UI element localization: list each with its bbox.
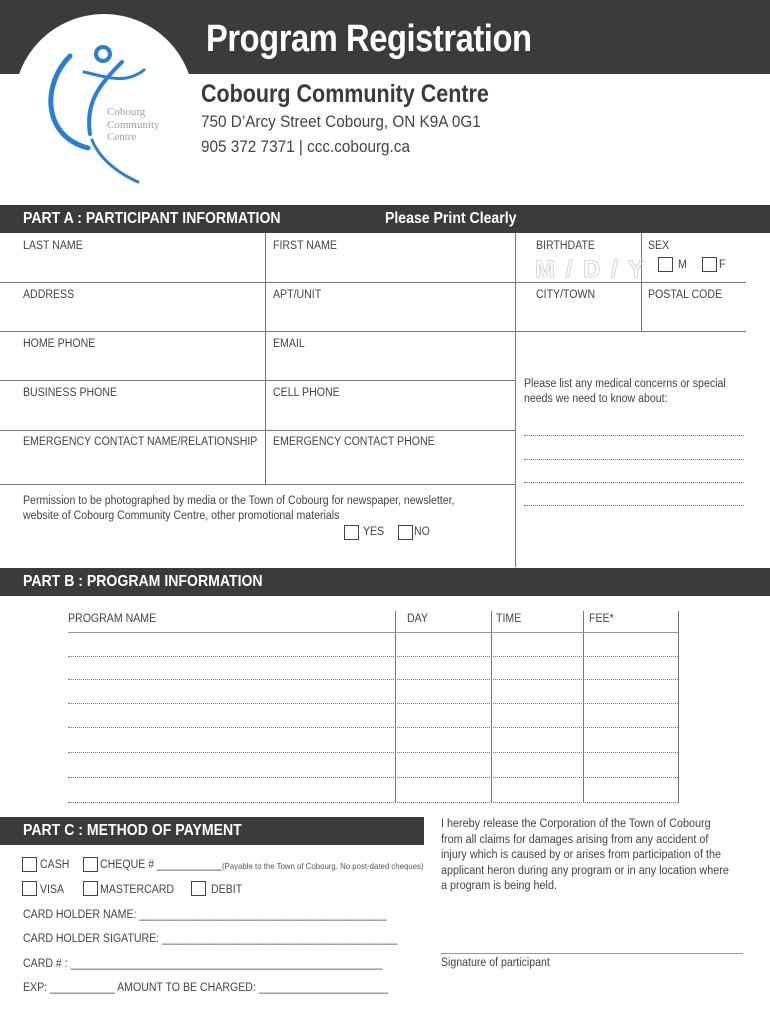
card-number-field[interactable]: CARD # : _____________________________________________________ bbox=[23, 958, 383, 970]
email-label: EMAIL bbox=[273, 338, 305, 350]
sex-label: SEX bbox=[648, 240, 670, 252]
permission-no-checkbox[interactable] bbox=[398, 525, 413, 540]
medical-concerns-line[interactable] bbox=[524, 505, 744, 506]
mastercard-checkbox[interactable] bbox=[83, 881, 98, 896]
cell-phone-label: CELL PHONE bbox=[273, 387, 340, 399]
medical-concerns-line[interactable] bbox=[524, 435, 744, 436]
card-holder-signature-field[interactable]: CARD HOLDER SIGATURE: ________________________________________ bbox=[23, 933, 398, 945]
business-phone-field[interactable] bbox=[0, 381, 265, 430]
emergency-contact-phone-field[interactable] bbox=[266, 431, 515, 484]
release-statement: I hereby release the Corporation of the Town of Cobourg from all claims for damages arising from any accident of injury which is caused by or arises from participation of the applicant heron during any program or in any location where a program is being held. bbox=[441, 818, 729, 893]
home-phone-field[interactable] bbox=[0, 332, 265, 380]
cheque-note: (Payable to the Town of Cobourg. No post-dated cheques) bbox=[222, 861, 424, 871]
emergency-contact-phone-label: EMERGENCY CONTACT PHONE bbox=[273, 436, 435, 448]
time-column: TIME bbox=[496, 613, 522, 625]
last-name-field[interactable] bbox=[0, 233, 265, 282]
row-divider bbox=[0, 484, 515, 485]
debit-checkbox[interactable] bbox=[191, 881, 206, 896]
cash-checkbox[interactable] bbox=[22, 857, 37, 872]
medical-concerns-label-2: needs we need to know about: bbox=[524, 393, 668, 405]
column-divider bbox=[491, 611, 492, 803]
visa-checkbox[interactable] bbox=[22, 881, 37, 896]
organization-address: 750 D’Arcy Street Cobourg, ON K9A 0G1 bbox=[201, 112, 481, 131]
medical-concerns-line[interactable] bbox=[524, 482, 744, 483]
card-holder-name-field[interactable]: CARD HOLDER NAME: __________________________________________ bbox=[23, 909, 387, 921]
last-name-label: LAST NAME bbox=[23, 240, 83, 252]
first-name-field[interactable] bbox=[266, 233, 515, 282]
table-row[interactable] bbox=[68, 679, 678, 680]
part-a-header: PART A : PARTICIPANT INFORMATION bbox=[0, 205, 770, 233]
table-row[interactable] bbox=[68, 802, 678, 803]
postal-code-field[interactable] bbox=[642, 283, 746, 331]
email-field[interactable] bbox=[266, 332, 515, 380]
permission-no-label: NO bbox=[414, 526, 430, 538]
sex-female-checkbox[interactable] bbox=[702, 257, 717, 272]
visa-label: VISA bbox=[40, 884, 65, 896]
page-title: Program Registration bbox=[206, 18, 532, 60]
table-row[interactable] bbox=[68, 777, 678, 778]
table-row[interactable] bbox=[68, 727, 678, 728]
postal-code-label: POSTAL CODE bbox=[648, 289, 723, 301]
first-name-label: FIRST NAME bbox=[273, 240, 337, 252]
day-column: DAY bbox=[407, 613, 428, 625]
home-phone-label: HOME PHONE bbox=[23, 338, 96, 350]
column-divider bbox=[678, 611, 679, 803]
address-field[interactable] bbox=[0, 283, 265, 331]
business-phone-label: BUSINESS PHONE bbox=[23, 387, 118, 399]
cheque-checkbox[interactable] bbox=[83, 857, 98, 872]
table-row[interactable] bbox=[68, 703, 678, 704]
birthdate-hint: M / D / Y bbox=[535, 256, 646, 283]
sex-female-label: F bbox=[719, 259, 726, 271]
cell-phone-field[interactable] bbox=[266, 381, 515, 430]
address-label: ADDRESS bbox=[23, 289, 75, 301]
emergency-contact-name-label: EMERGENCY CONTACT NAME/RELATIONSHIP bbox=[23, 436, 258, 448]
cheque-label: CHEQUE # ___________ bbox=[100, 859, 222, 871]
organization-name: Cobourg Community Centre bbox=[201, 80, 489, 108]
permission-yes-label: YES bbox=[363, 526, 385, 538]
column-divider bbox=[395, 611, 396, 803]
mastercard-label: MASTERCARD bbox=[100, 884, 175, 896]
signature-label: Signature of participant bbox=[441, 957, 550, 969]
program-name-column: PROGRAM NAME bbox=[68, 613, 157, 625]
apt-unit-label: APT/UNIT bbox=[273, 289, 322, 301]
city-town-label: CITY/TOWN bbox=[536, 289, 596, 301]
permission-yes-checkbox[interactable] bbox=[344, 525, 359, 540]
photo-permission-text: Permission to be photographed by media or the Town of Cobourg for newspaper, newsletter, bbox=[23, 495, 455, 507]
apt-unit-field[interactable] bbox=[266, 283, 515, 331]
part-b-header: PART B : PROGRAM INFORMATION bbox=[0, 568, 770, 596]
column-divider bbox=[583, 611, 584, 803]
table-row[interactable] bbox=[68, 752, 678, 753]
emergency-contact-name-field[interactable] bbox=[0, 431, 265, 484]
city-town-field[interactable] bbox=[516, 283, 641, 331]
photo-permission-text-2: website of Cobourg Community Centre, other promotional materials bbox=[23, 510, 340, 522]
table-row[interactable] bbox=[68, 656, 678, 657]
expiry-amount-field[interactable]: EXP: ___________ AMOUNT TO BE CHARGED: ______________________ bbox=[23, 982, 389, 994]
logo-text: Cobourg Community Centre bbox=[107, 106, 160, 143]
medical-concerns-label: Please list any medical concerns or special bbox=[524, 378, 726, 390]
organization-contact: 905 372 7371 | ccc.cobourg.ca bbox=[201, 137, 410, 156]
sex-male-checkbox[interactable] bbox=[658, 257, 673, 272]
print-clearly-note: Please Print Clearly bbox=[385, 210, 517, 227]
sex-male-label: M bbox=[678, 259, 687, 271]
cash-label: CASH bbox=[40, 859, 70, 871]
medical-concerns-line[interactable] bbox=[524, 459, 744, 460]
signature-line[interactable] bbox=[441, 953, 743, 954]
birthdate-label: BIRTHDATE bbox=[536, 240, 595, 252]
part-c-header: PART C : METHOD OF PAYMENT bbox=[0, 817, 424, 845]
fee-column: FEE* bbox=[589, 613, 614, 625]
table-row[interactable] bbox=[68, 632, 678, 633]
debit-label: DEBIT bbox=[211, 884, 243, 896]
